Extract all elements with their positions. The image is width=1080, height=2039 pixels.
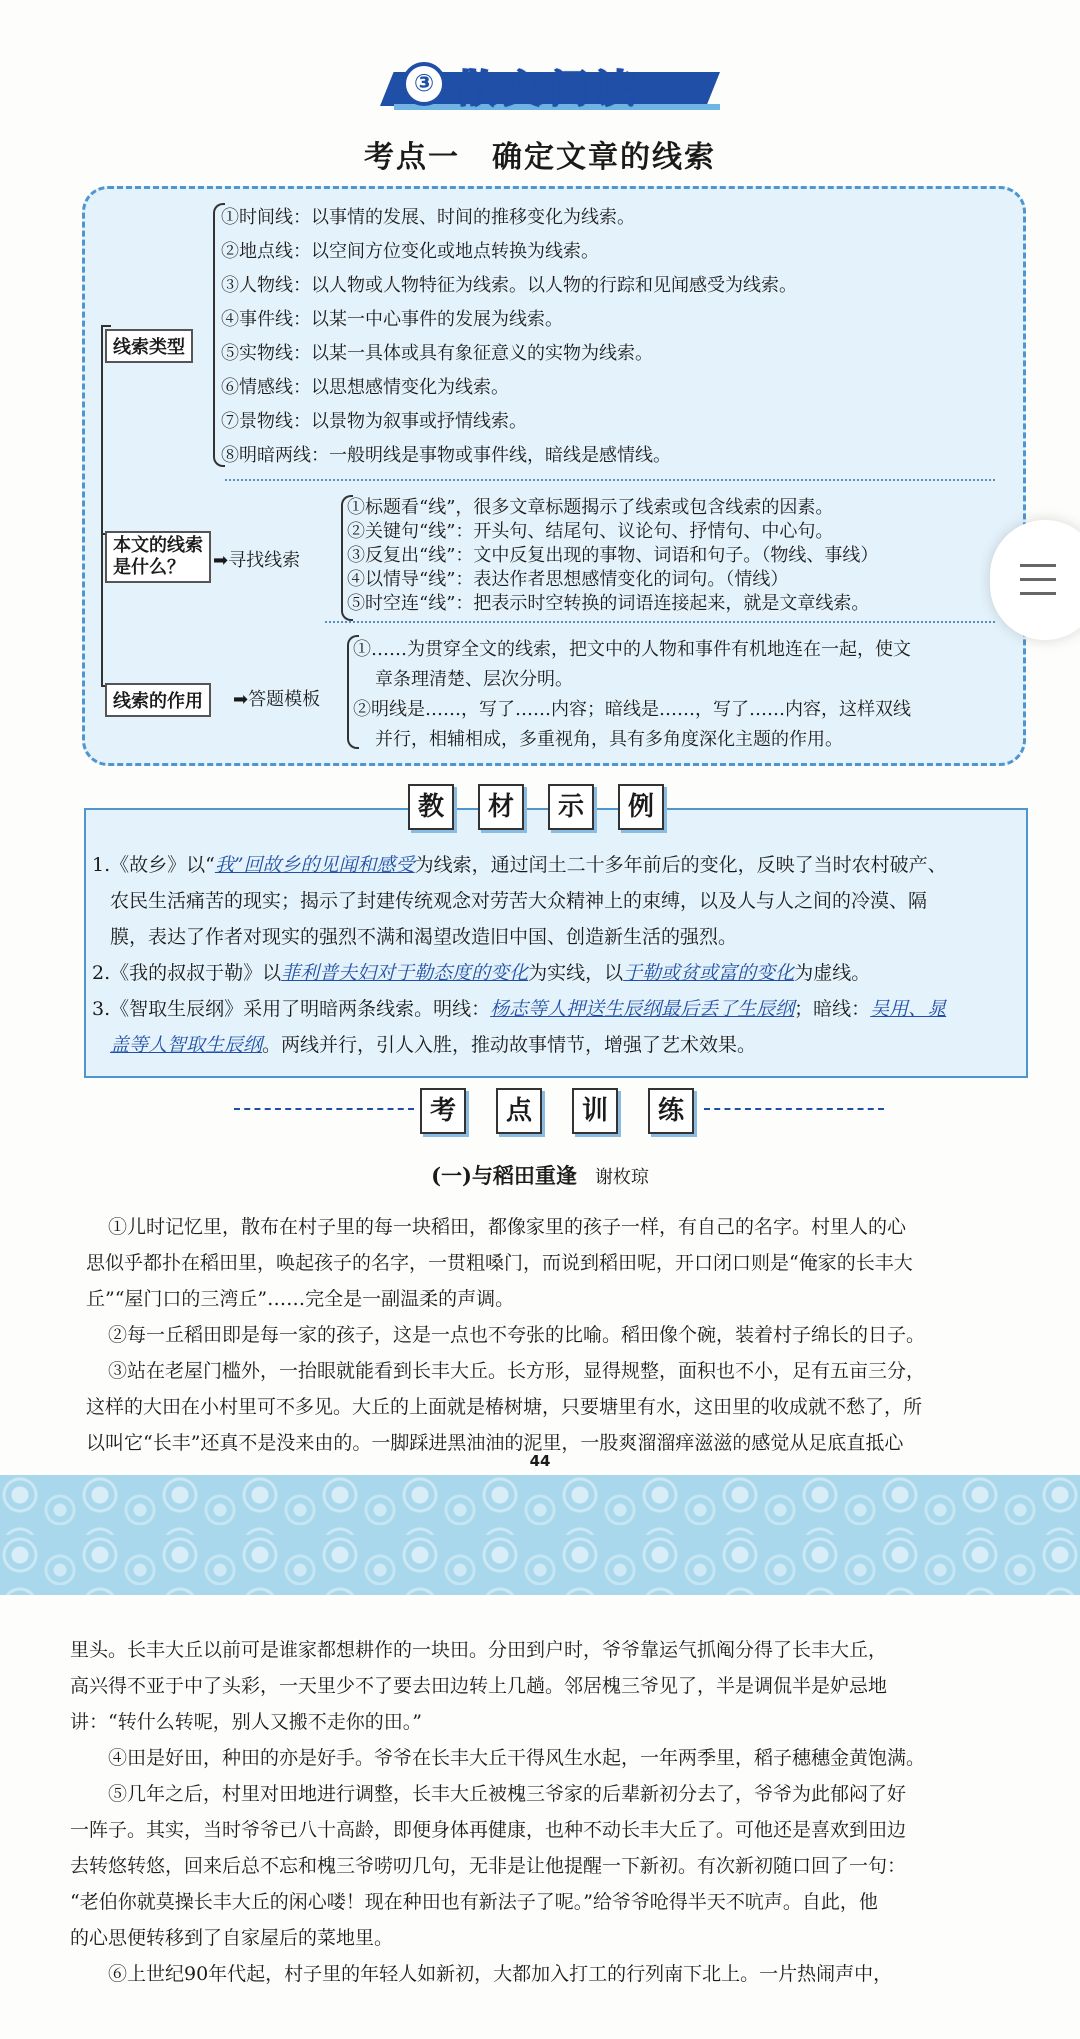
find-clue-label-line1: 本文的线索 — [113, 535, 203, 556]
body-line: 这样的大田在小村里可不多见。大丘的上面就是椿树塘，只要塘里有水，这田里的收成就不愁了，所 — [86, 1396, 923, 1418]
find-item: ⑤时空连“线”：把表示时空转换的词语连接起来，就是文章线索。 — [347, 593, 870, 614]
menu-icon-bar — [1020, 578, 1056, 581]
types-label: 线索类型 — [105, 329, 193, 363]
example-header — [0, 784, 1080, 830]
separator — [225, 479, 995, 481]
essay-title-text: (一)与稻田重逢 — [431, 1163, 577, 1188]
menu-icon-bar — [1020, 592, 1056, 595]
example-header-char: 教 — [408, 784, 454, 830]
find-item: ③反复出“线”：文中反复出现的事物、词语和句子。（物线、事线） — [347, 545, 879, 566]
find-clue-label-line2: 是什么？ — [113, 557, 185, 578]
trunk-tick — [101, 325, 111, 327]
example-header-char: 材 — [478, 784, 524, 830]
training-header-char: 训 — [572, 1088, 618, 1134]
body-line: 以叫它“长丰”还真不是没来由的。一脚踩进黑油油的泥里，一股爽溜溜痒滋滋的感觉从足底直抵心 — [86, 1432, 904, 1454]
body-line: “老伯你就莫操长丰大丘的闲心喽！现在种田也有新法子了呢。”给爷爷呛得半天不吭声。自此，他 — [70, 1891, 878, 1913]
type-item: ⑤实物线：以某一具体或具有象征意义的实物为线索。 — [221, 343, 653, 364]
body-line: 讲：“转什么转呢，别人又搬不走你的田。” — [70, 1711, 422, 1733]
training-header — [0, 1088, 1080, 1134]
example-line-2: 农民生活痛苦的现实；揭示了封建传统观念对劳苦大众精神上的束缚，以及人与人之间的冷漠、隔 — [110, 890, 928, 912]
separator — [325, 621, 995, 623]
example-line-6: 盖等人智取生辰纲。两线并行，引人入胜，推动故事情节，增强了艺术效果。 — [110, 1034, 757, 1056]
body-line: ⑤几年之后，村里对田地进行调整，长丰大丘被槐三爷家的后辈新初分去了，爷爷为此郁闷了好 — [108, 1783, 907, 1805]
page-45 — [0, 1595, 1080, 2039]
training-header-char: 练 — [648, 1088, 694, 1134]
type-item: ①时间线：以事情的发展、时间的推移变化为线索。 — [221, 207, 635, 228]
book-icon: ③ — [402, 62, 446, 106]
clue-mindmap — [82, 186, 1026, 766]
essay-author: 谢枚琼 — [594, 1167, 649, 1188]
type-item: ④事件线：以某一中心事件的发展为线索。 — [221, 309, 563, 330]
example-line-5: 3.《智取生辰纲》采用了明暗两条线索。明线：杨志等人押送生辰纲最后丢了生辰纲；暗线：吴用、晁 — [92, 998, 947, 1020]
find-clue-label — [105, 531, 211, 583]
example-header-char: 示 — [548, 784, 594, 830]
body-line: ③站在老屋门槛外，一抬眼就能看到长丰大丘。长方形，显得规整，面积也不小，足有五亩三分， — [108, 1360, 926, 1382]
example-line-1: 1.《故乡》以“我”回故乡的见闻和感受为线索，通过闰土二十多年前后的变化，反映了当时农村破产、 — [92, 854, 947, 876]
essay-title — [0, 1160, 1080, 1190]
body-line: 的心思便转移到了自家屋后的菜地里。 — [70, 1927, 394, 1949]
body-line: 一阵子。其实，当时爷爷已八十高龄，即便身体再健康，也种不动长丰大丘了。可他还是喜欢到田边 — [70, 1819, 907, 1841]
body-line: 思似乎都扑在稻田里，唤起孩子的名字，一贯粗嗓门，而说到稻田呢，开口闭口则是“俺家的长丰大 — [86, 1252, 913, 1274]
body-line: ②每一丘稻田即是每一家的孩子，这是一点也不夸张的比喻。稻田像个碗，装着村子绵长的日子。 — [108, 1324, 926, 1346]
find-item: ④以情导“线”：表达作者思想感情变化的词句。（情线） — [347, 569, 789, 590]
type-item: ⑥情感线：以思想感情变化为线索。 — [221, 377, 509, 398]
body-line: 去转悠转悠，回来后总不忘和槐三爷唠叨几句，无非是让他提醒一下新初。有次新初随口回了一句： — [70, 1855, 907, 1877]
role-item: ①……为贯穿全文的线索，把文中的人物和事件有机地连在一起，使文 — [353, 639, 911, 660]
role-item: ②明线是……，写了……内容；暗线是……，写了……内容，这样双线 — [353, 699, 911, 720]
find-item: ①标题看“线”，很多文章标题揭示了线索或包含线索的因素。 — [347, 497, 834, 518]
type-item: ⑦景物线：以景物为叙事或抒情线索。 — [221, 411, 527, 432]
role-arrow: ➡答题模板 — [233, 689, 321, 710]
body-line: ①儿时记忆里，散布在村子里的每一块稻田，都像家里的孩子一样，有自己的名字。村里人的心 — [108, 1216, 907, 1238]
example-line-3: 膜，表达了作者对现实的强烈不满和渴望改造旧中国、创造新生活的强烈。 — [110, 926, 738, 948]
body-line: 高兴得不亚于中了头彩，一天里少不了要去田边转上几趟。邻居槐三爷见了，半是调侃半是妒忌地 — [70, 1675, 888, 1697]
type-item: ⑧明暗两线：一般明线是事物或事件线，暗线是感情线。 — [221, 445, 671, 466]
body-line: ⑥上世纪90年代起，村子里的年轻人如新初，大都加入打工的行列南下北上。一片热闹声中， — [108, 1963, 893, 1985]
type-item: ③人物线：以人物或人物特征为线索。以人物的行踪和见闻感受为线索。 — [221, 275, 797, 296]
menu-icon-bar — [1020, 564, 1056, 567]
trunk-line — [101, 325, 103, 687]
body-line: 里头。长丰大丘以前可是谁家都想耕作的一块田。分田到户时，爷爷靠运气抓阄分得了长丰大丘， — [70, 1639, 888, 1661]
body-line: 丘”“屋门口的三湾丘”……完全是一副温柔的声调。 — [86, 1288, 515, 1310]
menu-handle[interactable] — [990, 520, 1080, 640]
role-label: 线索的作用 — [105, 683, 211, 717]
role-item: 章条理清楚、层次分明。 — [375, 669, 573, 690]
training-header-char: 点 — [496, 1088, 542, 1134]
section-banner — [380, 58, 720, 114]
example-line-4: 2.《我的叔叔于勒》以菲利普夫妇对于勒态度的变化为实线，以于勒或贫或富的变化为虚线。 — [92, 962, 871, 984]
find-clue-arrow: ➡寻找线索 — [213, 550, 301, 571]
textbook-example-box — [84, 808, 1028, 1078]
role-item: 并行，相辅相成，多重视角，具有多角度深化主题的作用。 — [375, 729, 843, 750]
body-line: ④田是好田，种田的亦是好手。爷爷在长丰大丘干得风生水起，一年两季里，稻子穗穗金黄饱满。 — [108, 1747, 926, 1769]
type-item: ②地点线：以空间方位变化或地点转换为线索。 — [221, 241, 599, 262]
banner-title: 散文阅读 — [458, 67, 643, 111]
cloud-border-top — [0, 1535, 1080, 1595]
example-header-char: 例 — [618, 784, 664, 830]
training-header-char: 考 — [420, 1088, 466, 1134]
page-number: 44 — [529, 1452, 551, 1470]
find-item: ②关键句“线”：开头句、结尾句、议论句、抒情句、中心句。 — [347, 521, 834, 542]
page-title: 考点一 确定文章的线索 — [364, 140, 716, 175]
cloud-border-bottom — [0, 1475, 1080, 1535]
